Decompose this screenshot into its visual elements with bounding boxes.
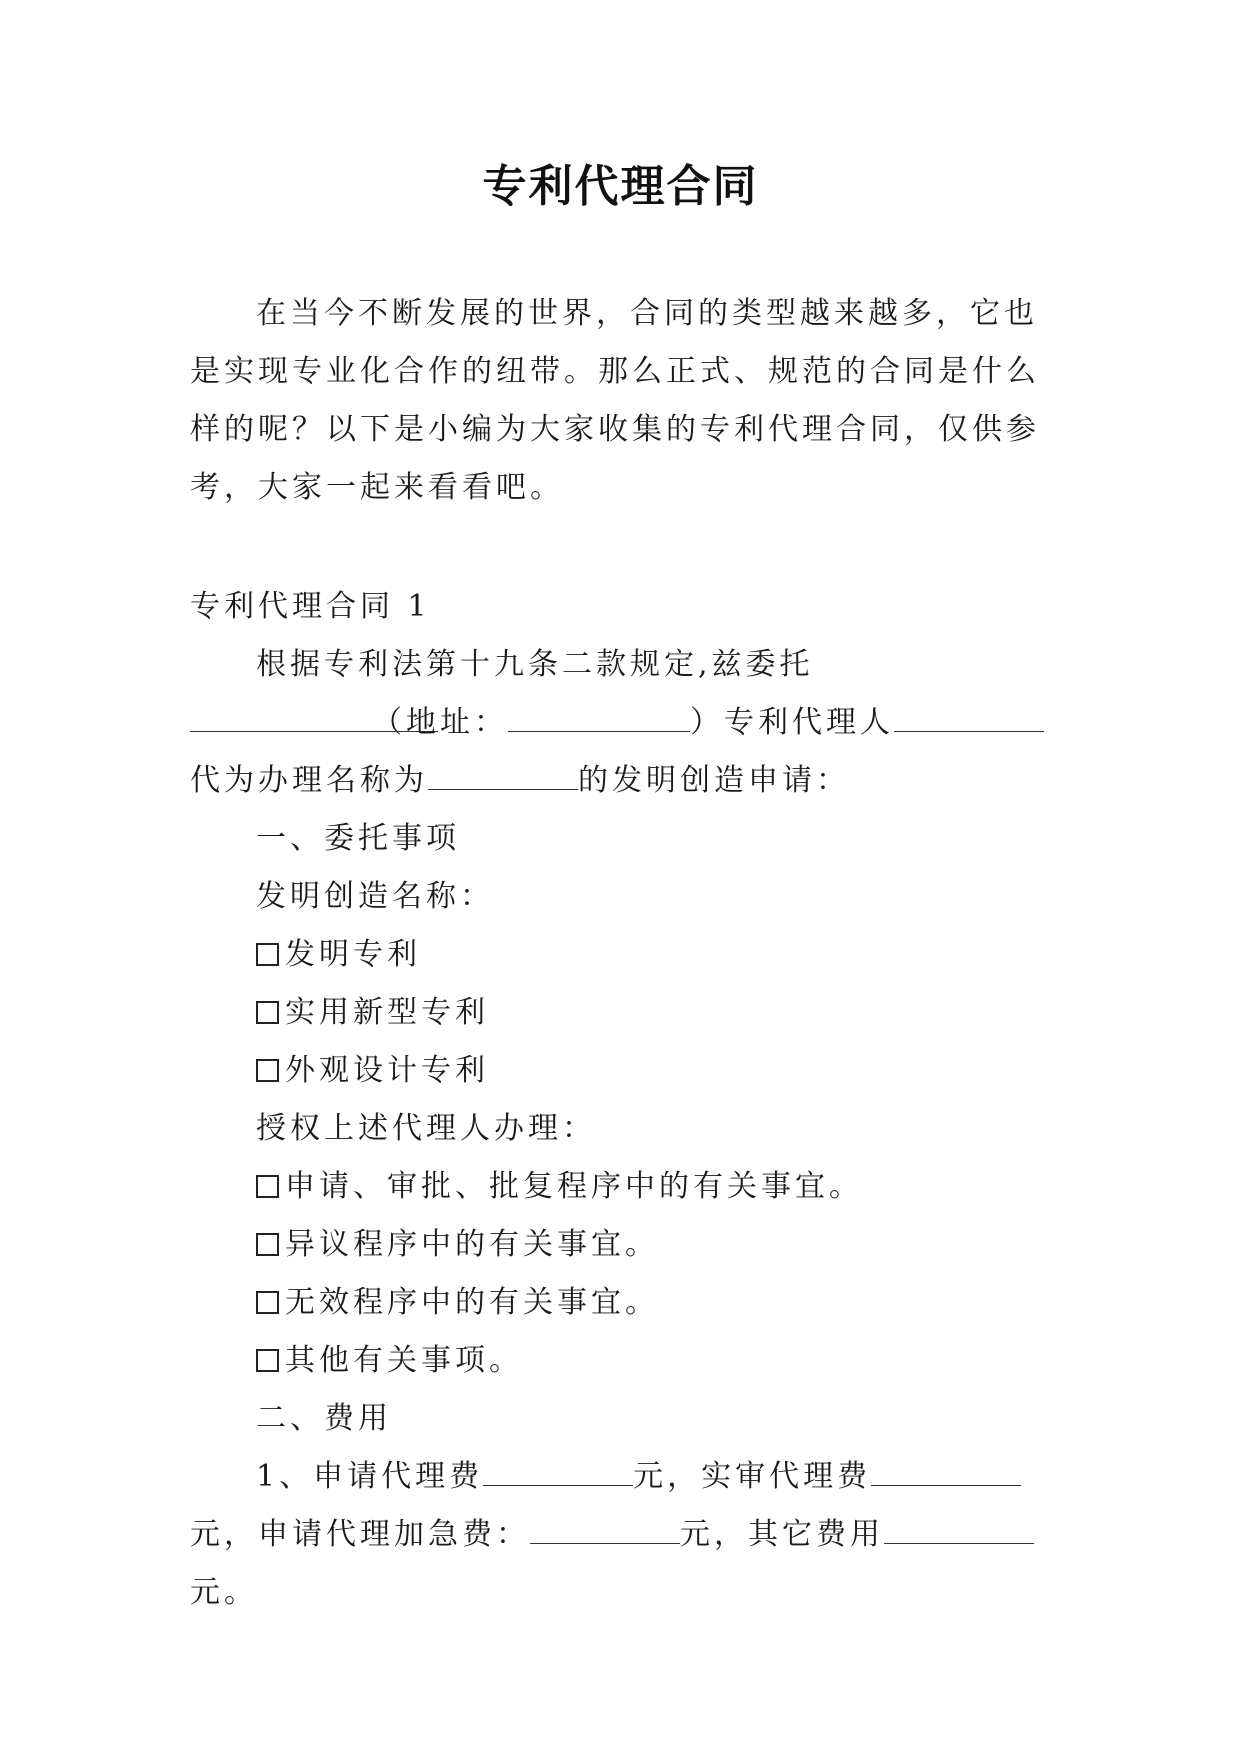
agent-name-blank xyxy=(894,695,1044,732)
patent-type-option: 发明专利 xyxy=(190,926,1052,984)
checkbox-icon[interactable] xyxy=(256,1349,279,1372)
application-fee-blank xyxy=(483,1449,633,1486)
entrust-text-1: 根据专利法第十九条二款规定,兹委托 xyxy=(256,647,814,682)
contract-content xyxy=(190,578,1052,1622)
entrust-text-2: （地址： xyxy=(372,705,508,740)
checkbox-icon[interactable] xyxy=(256,1233,279,1256)
intro-paragraph: 在当今不断发展的世界，合同的类型越来越多，它也是实现专业化合作的纽带。那么正式、规范的合同是什么样的呢？以下是小编为大家收集的专利代理合同，仅供参考，大家一起来看看吧。 xyxy=(190,296,1040,505)
checkbox-icon[interactable] xyxy=(256,1059,279,1082)
address-blank xyxy=(508,695,690,732)
authorize-label: 授权上述代理人办理： xyxy=(256,1111,596,1146)
entrust-paragraph xyxy=(190,636,1052,810)
other-fee-blank xyxy=(884,1507,1034,1544)
invention-name-blank xyxy=(428,753,578,790)
patent-type-option: 实用新型专利 xyxy=(190,984,1052,1042)
entrust-text-3: ）专利代理人 xyxy=(690,705,894,740)
checkbox-icon[interactable] xyxy=(256,1291,279,1314)
rush-fee-blank xyxy=(530,1507,680,1544)
examination-fee-blank xyxy=(871,1449,1021,1486)
entrust-text-4: 代为办理名称为 xyxy=(190,763,428,798)
authorized-matter-option: 其他有关事项。 xyxy=(190,1332,1052,1390)
patent-type-option: 外观设计专利 xyxy=(190,1042,1052,1100)
fees-paragraph: 1、申请代理费 元，实审代理费元，申请代理加急费： 元，其它费用元。 xyxy=(190,1448,1052,1622)
entrust-text-5: 的发明创造申请： xyxy=(578,763,850,798)
item1-heading: 一、委托事项 xyxy=(256,821,460,856)
document-title: 专利代理合同 xyxy=(482,161,759,212)
invention-name-label: 发明创造名称： xyxy=(256,879,494,914)
authorized-matter-option: 申请、审批、批复程序中的有关事宜。 xyxy=(190,1158,1052,1216)
checkbox-icon[interactable] xyxy=(256,943,279,966)
authorized-matter-option: 异议程序中的有关事宜。 xyxy=(190,1216,1052,1274)
checkbox-icon[interactable] xyxy=(256,1175,279,1198)
item2-heading: 二、费用 xyxy=(256,1401,392,1436)
authorized-matter-option: 无效程序中的有关事宜。 xyxy=(190,1274,1052,1332)
checkbox-icon[interactable] xyxy=(256,1001,279,1024)
section-heading: 专利代理合同 1 xyxy=(190,589,431,624)
